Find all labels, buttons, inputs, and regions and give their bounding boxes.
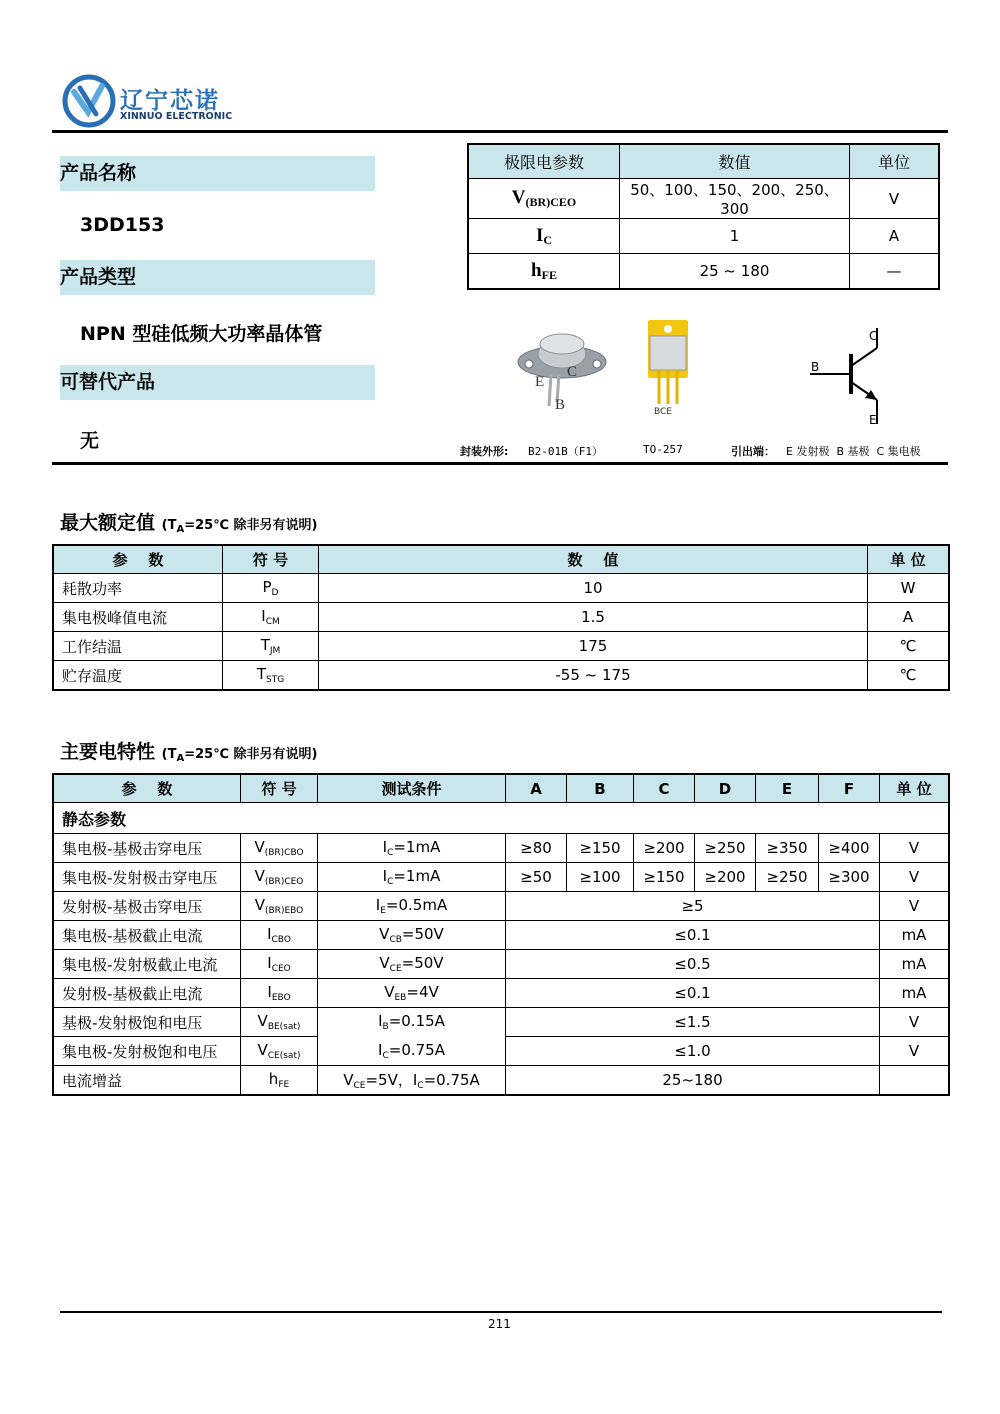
max-ratings-header-row	[53, 545, 949, 574]
table-row	[53, 574, 949, 603]
sym-main: T	[256, 665, 266, 683]
sym-main: V	[254, 838, 265, 856]
el-param: 发射极-基极击穿电压	[53, 892, 241, 921]
cond-sub: C	[387, 877, 394, 887]
cond-rest: =25℃ 除非另有说明)	[184, 747, 318, 762]
cond-sub: C	[387, 848, 394, 858]
limits-row	[468, 219, 939, 254]
cond-sub: EB	[394, 993, 407, 1003]
el-symbol	[241, 921, 318, 950]
el-symbol	[241, 979, 318, 1008]
max-ratings-condition	[162, 518, 318, 533]
mr-symbol	[223, 632, 319, 661]
el-unit: mA	[880, 950, 950, 979]
param-sub: FE	[541, 267, 557, 282]
el-symbol	[241, 892, 318, 921]
el-param: 集电极-发射极截止电流	[53, 950, 241, 979]
mr-param: 耗散功率	[53, 574, 223, 603]
el-grade-b: ≥150	[567, 834, 634, 863]
el-value: ≤1.5	[506, 1008, 880, 1037]
el-param: 发射极-基极截止电流	[53, 979, 241, 1008]
pkg1-letter-c: C	[567, 364, 578, 380]
mr-header-value: 数 值	[319, 545, 868, 574]
cond-sub: B	[382, 1022, 389, 1033]
el-cond	[318, 1008, 506, 1037]
el-header-a: A	[506, 774, 567, 803]
elec-table	[52, 773, 950, 1096]
mr-header-symbol: 符 号	[223, 545, 319, 574]
mr-unit: W	[868, 574, 950, 603]
sym-main: V	[257, 1041, 268, 1059]
el-value: ≤0.1	[506, 979, 880, 1008]
table-row	[53, 979, 949, 1008]
cond-rest: =5V，	[365, 1071, 413, 1089]
sym-main: V	[254, 867, 265, 885]
symbol-label-e: E	[869, 413, 877, 427]
el-header-param: 参 数	[53, 774, 241, 803]
header-rule	[52, 130, 948, 133]
sym-sub: FE	[278, 1080, 290, 1090]
cond-sub: A	[176, 524, 185, 535]
limits-value: 50、100、150、200、250、300	[620, 179, 850, 219]
cond-rest: =25℃ 除非另有说明)	[184, 518, 318, 533]
cond-rest: =50V	[401, 925, 444, 943]
cond-open: (	[161, 747, 168, 762]
product-type-label: 产品类型	[60, 260, 375, 295]
cond-sub-2: C	[417, 1081, 424, 1091]
limits-header-value: 数值	[620, 144, 850, 179]
limits-param	[468, 179, 620, 219]
el-param: 集电极-发射极击穿电压	[53, 863, 241, 892]
cond-main: I	[382, 838, 388, 856]
el-grade-a: ≥80	[506, 834, 567, 863]
package-b2-01b-image	[515, 322, 610, 412]
max-ratings-table	[52, 544, 950, 691]
limits-table	[467, 143, 940, 290]
limits-row	[468, 254, 939, 290]
cond-t: T	[167, 747, 177, 762]
cond-rest: =0.15A	[388, 1012, 445, 1031]
el-header-unit: 单 位	[880, 774, 950, 803]
logo-mark-icon	[62, 74, 116, 128]
mr-symbol	[223, 603, 319, 632]
el-cond	[318, 950, 506, 979]
sym-main: h	[268, 1070, 279, 1088]
static-params-label: 静态参数	[53, 803, 949, 834]
el-header-f: F	[819, 774, 880, 803]
mr-unit: ℃	[868, 661, 950, 691]
cond-rest: =4V	[406, 983, 439, 1001]
cond-main: I	[375, 896, 381, 914]
el-value: ≥5	[506, 892, 880, 921]
table-row	[53, 603, 949, 632]
table-row	[53, 863, 949, 892]
cond-main: I	[378, 1040, 383, 1059]
el-symbol	[241, 1066, 318, 1096]
cond-open: (	[161, 518, 168, 533]
package-caption-label: 封装外形:	[460, 445, 509, 458]
el-unit: mA	[880, 979, 950, 1008]
el-value: 25~180	[506, 1066, 880, 1096]
sym-sub: (BR)CEO	[264, 877, 304, 887]
param-sub: C	[543, 232, 553, 247]
el-header-cond: 测试条件	[318, 774, 506, 803]
param-main: h	[531, 259, 542, 281]
pkg1-letter-b: B	[555, 397, 566, 412]
param-main: I	[535, 224, 544, 246]
table-row	[53, 950, 949, 979]
el-grade-c: ≥200	[634, 834, 695, 863]
pkg2-pin-labels: BCE	[654, 407, 672, 416]
table-row	[53, 661, 949, 691]
param-main: V	[511, 187, 526, 208]
logo	[62, 74, 233, 128]
el-header-c: C	[634, 774, 695, 803]
elec-header-row	[53, 774, 949, 803]
pkg1-letter-e: E	[535, 374, 545, 390]
cond-rest: =50V	[401, 954, 444, 972]
package-caption-pkg2: TO-257	[643, 443, 683, 456]
section-rule	[52, 462, 948, 465]
product-name-label: 产品名称	[60, 156, 375, 191]
pins-description: E 发射极 B 基极 C 集电极	[786, 445, 921, 458]
mr-symbol	[223, 661, 319, 691]
el-symbol	[241, 834, 318, 863]
mr-value: 1.5	[319, 603, 868, 632]
elec-title-text: 主要电特性	[60, 741, 156, 763]
el-grade-e: ≥350	[756, 834, 819, 863]
el-cond	[318, 863, 506, 892]
pins-label: 引出端：	[731, 445, 775, 458]
cond-sub: CE	[389, 964, 402, 974]
table-row	[53, 632, 949, 661]
el-param: 电流增益	[53, 1066, 241, 1096]
sym-main: V	[254, 896, 265, 914]
el-symbol	[241, 1037, 318, 1066]
sym-sub: D	[271, 588, 279, 598]
cond-main: I	[378, 1012, 383, 1031]
el-unit: V	[880, 834, 950, 863]
mr-unit: ℃	[868, 632, 950, 661]
cond-t: T	[167, 518, 177, 533]
sym-main: I	[261, 607, 266, 625]
el-symbol	[241, 863, 318, 892]
param-sub: (BR)CEO	[525, 195, 577, 209]
el-symbol	[241, 950, 318, 979]
cond-rest: =1mA	[393, 838, 441, 856]
sym-sub: BE(sat)	[267, 1022, 301, 1032]
sym-sub: CE(sat)	[267, 1051, 301, 1061]
el-grade-e: ≥250	[756, 863, 819, 892]
page-number: 211	[488, 1317, 511, 1331]
el-unit: V	[880, 1008, 950, 1037]
table-row	[53, 1037, 949, 1066]
table-row	[53, 921, 949, 950]
el-grade-d: ≥250	[695, 834, 756, 863]
sym-sub: JM	[269, 646, 281, 656]
el-param: 集电极-基极击穿电压	[53, 834, 241, 863]
cond-rest: =0.5mA	[385, 896, 448, 914]
cond-sub: E	[380, 906, 386, 916]
max-ratings-title	[60, 508, 317, 535]
el-unit: mA	[880, 921, 950, 950]
el-header-e: E	[756, 774, 819, 803]
table-row	[53, 1008, 949, 1037]
package-caption-pkg1: B2-01B（F1）	[528, 445, 603, 458]
limits-header-row	[468, 144, 939, 179]
mr-header-unit: 单 位	[868, 545, 950, 574]
table-row	[53, 892, 949, 921]
sym-sub: CEO	[271, 964, 291, 974]
limits-unit: V	[850, 179, 940, 219]
product-name-value: 3DD153	[80, 214, 165, 236]
el-unit	[880, 1066, 950, 1096]
el-cond	[318, 892, 506, 921]
el-header-b: B	[567, 774, 634, 803]
el-grade-d: ≥200	[695, 863, 756, 892]
sym-main: I	[267, 925, 272, 943]
mr-symbol	[223, 574, 319, 603]
brand-name-en: XINNUO ELECTRONIC	[120, 111, 233, 122]
el-cond	[318, 1066, 506, 1096]
el-grade-a: ≥50	[506, 863, 567, 892]
mr-param: 集电极峰值电流	[53, 603, 223, 632]
el-header-symbol: 符 号	[241, 774, 318, 803]
cond-sub: CB	[389, 935, 402, 945]
cond-rest-2: =0.75A	[423, 1071, 480, 1089]
cond-rest: =0.75A	[388, 1040, 445, 1059]
mr-param: 贮存温度	[53, 661, 223, 691]
replacement-value: 无	[80, 430, 100, 452]
footer-rule	[60, 1311, 942, 1313]
limits-value: 25 ~ 180	[620, 254, 850, 290]
limits-row	[468, 179, 939, 219]
limits-param	[468, 254, 620, 290]
mr-value: 175	[319, 632, 868, 661]
cond-sub: A	[176, 753, 185, 764]
npn-transistor-symbol	[805, 324, 905, 430]
sym-main: I	[267, 983, 272, 1001]
sym-main: V	[257, 1012, 268, 1030]
mr-unit: A	[868, 603, 950, 632]
el-grade-c: ≥150	[634, 863, 695, 892]
cond-main: V	[379, 925, 390, 943]
sym-sub: (BR)EBO	[265, 906, 304, 916]
el-cond	[318, 834, 506, 863]
el-cond	[318, 979, 506, 1008]
sym-main: T	[260, 636, 270, 654]
symbol-label-b: B	[811, 360, 820, 374]
limits-unit: —	[850, 254, 940, 290]
mr-value: 10	[319, 574, 868, 603]
product-type-value: NPN 型硅低频大功率晶体管	[80, 323, 323, 345]
cond-main: V	[384, 983, 395, 1001]
sym-main: I	[267, 954, 272, 972]
cond-main: V	[379, 954, 390, 972]
sym-sub: EBO	[271, 993, 291, 1003]
el-value: ≤0.1	[506, 921, 880, 950]
mr-param: 工作结温	[53, 632, 223, 661]
el-unit: V	[880, 1037, 950, 1066]
el-cond	[318, 1037, 506, 1066]
cond-sub: CE	[353, 1081, 366, 1091]
static-params-row	[53, 803, 949, 834]
elec-condition	[162, 747, 318, 762]
package-to-257-image	[638, 318, 698, 416]
sym-main: P	[262, 578, 272, 596]
limits-param	[468, 219, 620, 254]
limits-header-unit: 单位	[850, 144, 940, 179]
el-grade-b: ≥100	[567, 863, 634, 892]
el-param: 集电极-发射极饱和电压	[53, 1037, 241, 1066]
mr-value: -55 ~ 175	[319, 661, 868, 691]
cond-main: I	[382, 867, 388, 885]
sym-sub: CM	[265, 617, 280, 627]
el-unit: V	[880, 863, 950, 892]
el-grade-f: ≥300	[819, 863, 880, 892]
table-row	[53, 1066, 949, 1096]
sym-sub: (BR)CBO	[264, 848, 304, 858]
sym-sub: CBO	[271, 935, 291, 945]
sym-sub: STG	[265, 675, 285, 685]
limits-unit: A	[850, 219, 940, 254]
cond-main: V	[343, 1071, 354, 1089]
el-param: 基极-发射极饱和电压	[53, 1008, 241, 1037]
cond-main-2: I	[412, 1071, 418, 1089]
el-value: ≤0.5	[506, 950, 880, 979]
mr-header-param: 参 数	[53, 545, 223, 574]
el-unit: V	[880, 892, 950, 921]
brand-name-cn: 辽宁芯诺	[120, 88, 220, 114]
elec-title	[60, 737, 317, 764]
limits-value: 1	[620, 219, 850, 254]
symbol-label-c: C	[869, 329, 878, 343]
cond-rest: =1mA	[393, 867, 441, 885]
replacement-label: 可替代产品	[60, 365, 375, 400]
max-ratings-title-text: 最大额定值	[60, 512, 156, 534]
el-cond	[318, 921, 506, 950]
el-header-d: D	[695, 774, 756, 803]
cond-sub: C	[382, 1050, 389, 1061]
table-row	[53, 834, 949, 863]
el-param: 集电极-基极截止电流	[53, 921, 241, 950]
el-grade-f: ≥400	[819, 834, 880, 863]
limits-header-param: 极限电参数	[468, 144, 620, 179]
el-symbol	[241, 1008, 318, 1037]
el-value: ≤1.0	[506, 1037, 880, 1066]
